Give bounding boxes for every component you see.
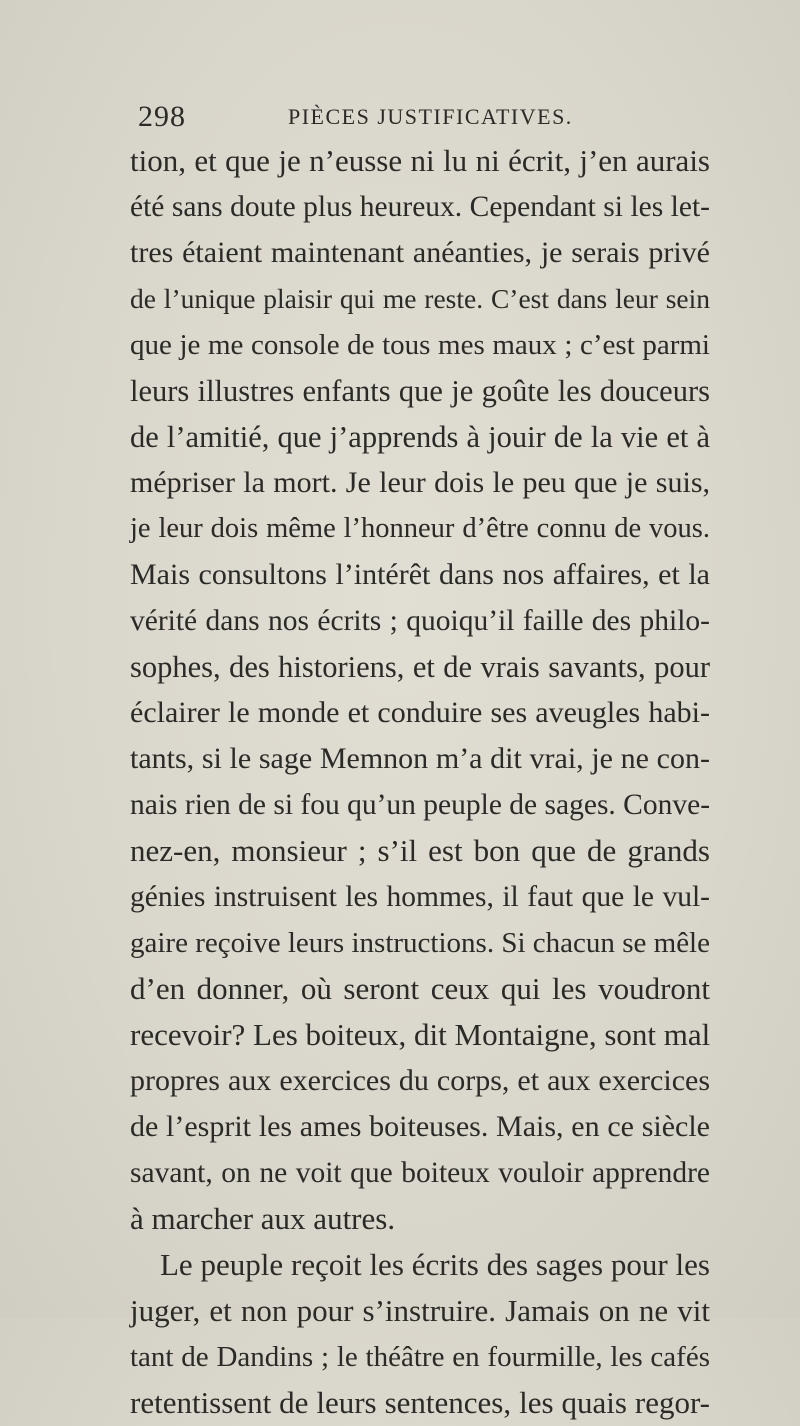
- running-title: PIÈCES JUSTIFICATIVES.: [288, 104, 573, 129]
- page-number: 298: [138, 100, 186, 133]
- text-line: de l’amitié, que j’apprends à jouir de la vie et à: [130, 420, 710, 454]
- text-line: gaire reçoive leurs instructions. Si chacun se mêle: [130, 927, 710, 959]
- paragraph: [130, 138, 710, 1242]
- text-line: été sans doute plus heureux. Cependant si les let-: [130, 191, 710, 223]
- text-line: à marcher aux autres.: [130, 1201, 396, 1236]
- text-line: tants, si le sage Memnon m’a dit vrai, je ne con-: [130, 742, 710, 775]
- text-line: que je me console de tous mes maux ; c’est parmi: [130, 329, 710, 361]
- text-line: vérité dans nos écrits ; quoiqu’il faille des philo-: [130, 605, 710, 637]
- text-line: leurs illustres enfants que je goûte les douceurs: [130, 374, 710, 408]
- text-line: juger, et non pour s’instruire. Jamais on ne vit: [130, 1293, 710, 1328]
- text-line: Mais consultons l’intérêt dans nos affaires, et la: [130, 558, 710, 591]
- text-line: tion, et que je n’eusse ni lu ni écrit, j’en aurais: [130, 143, 710, 178]
- text-line: propres aux exercices du corps, et aux exercices: [130, 1064, 710, 1097]
- text-line: génies instruisent les hommes, il faut que le vul-: [130, 881, 710, 913]
- text-line: d’en donner, où seront ceux qui les voudront: [130, 971, 710, 1006]
- text-line: éclairer le monde et conduire ses aveugles habi-: [130, 696, 710, 729]
- paragraph: [130, 1242, 710, 1426]
- text-line: de l’esprit les ames boiteuses. Mais, en ce siècle: [130, 1110, 710, 1143]
- text-line: Le peuple reçoit les écrits des sages pour les: [160, 1247, 710, 1282]
- body-text: [130, 138, 710, 1426]
- text-line: nez-en, monsieur ; s’il est bon que de grands: [130, 833, 710, 868]
- text-line: je leur dois même l’honneur d’être connu de vous.: [130, 513, 710, 544]
- text-line: recevoir? Les boiteux, dit Montaigne, sont mal: [130, 1017, 711, 1052]
- text-line: savant, on ne voit que boiteux vouloir apprendre: [130, 1157, 710, 1189]
- text-line: sophes, des historiens, et de vrais savants, pour: [130, 650, 710, 684]
- page-header: [138, 100, 698, 140]
- text-line: mépriser la mort. Je leur dois le peu que je suis,: [130, 466, 710, 499]
- text-line: tant de Dandins ; le théâtre en fourmille, les cafés: [130, 1341, 710, 1373]
- text-line: de l’unique plaisir qui me reste. C’est dans leur sein: [130, 283, 710, 314]
- text-line: retentissent de leurs sentences, les quais regor-: [130, 1385, 710, 1420]
- text-line: tres étaient maintenant anéanties, je serais privé: [130, 236, 710, 269]
- text-line: nais rien de si fou qu’un peuple de sages. Conve-: [130, 789, 711, 821]
